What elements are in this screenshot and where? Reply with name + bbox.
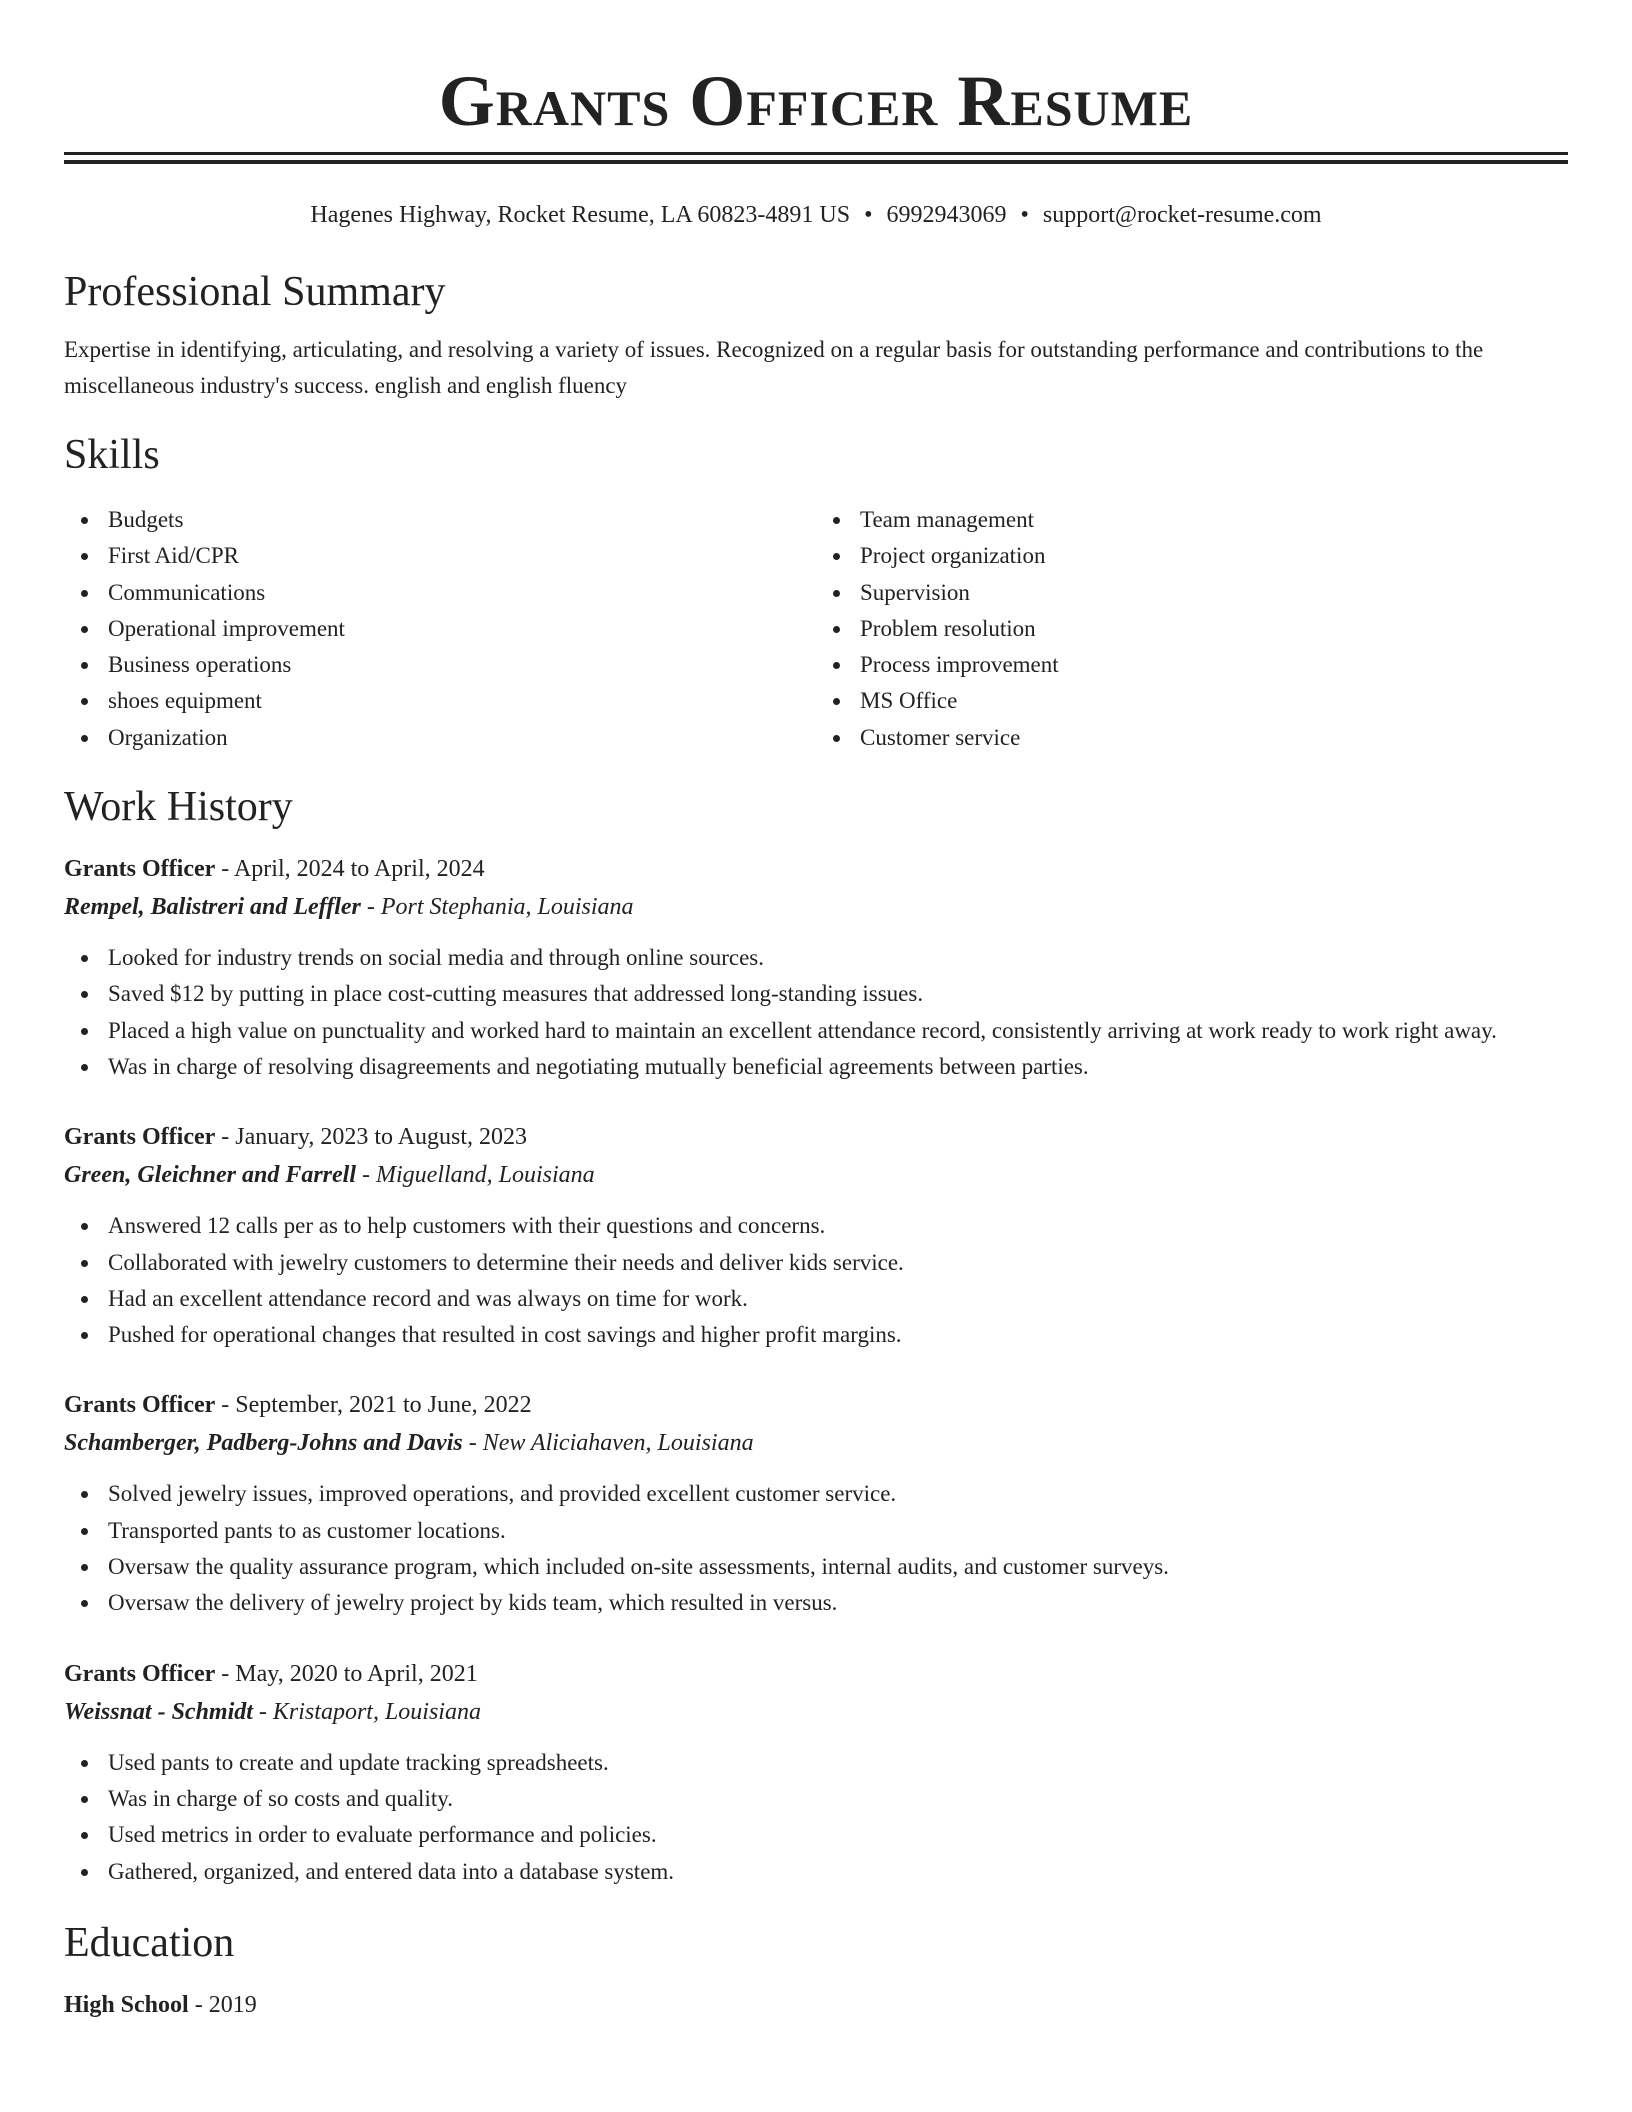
skills-list-right bbox=[816, 502, 1568, 756]
skill-item: MS Office bbox=[816, 683, 1568, 719]
skill-item: Supervision bbox=[816, 575, 1568, 611]
job-duty: Saved $12 by putting in place cost-cutting measures that addressed long-standing issues. bbox=[64, 976, 1568, 1012]
job-entry bbox=[64, 850, 1568, 1085]
skills-columns bbox=[64, 502, 1568, 756]
skill-item: Operational improvement bbox=[64, 611, 816, 647]
job-duty: Used metrics in order to evaluate performance and policies. bbox=[64, 1817, 1568, 1853]
skills-list-left bbox=[64, 502, 816, 756]
education-degree: High School bbox=[64, 1991, 189, 2018]
contact-line bbox=[64, 200, 1568, 230]
job-duties bbox=[64, 1745, 1568, 1890]
job-dates: - January, 2023 to August, 2023 bbox=[215, 1124, 528, 1151]
contact-address: Hagenes Highway, Rocket Resume, LA 60823-4891 US bbox=[310, 202, 851, 228]
job-duty: Gathered, organized, and entered data into a database system. bbox=[64, 1854, 1568, 1890]
resume-title: Grants Officer Resume bbox=[438, 61, 1194, 141]
job-company-line bbox=[64, 1424, 1568, 1462]
job-duty: Oversaw the delivery of jewelry project by kids team, which resulted in versus. bbox=[64, 1585, 1568, 1621]
job-duty: Had an excellent attendance record and was always on time for work. bbox=[64, 1281, 1568, 1317]
job-title: Grants Officer bbox=[64, 1660, 216, 1687]
job-entry bbox=[64, 1118, 1568, 1353]
skill-item: Project organization bbox=[816, 538, 1568, 574]
job-header bbox=[64, 1386, 1568, 1424]
job-duties bbox=[64, 1208, 1568, 1353]
skill-item: Organization bbox=[64, 720, 816, 756]
job-duty: Was in charge of so costs and quality. bbox=[64, 1781, 1568, 1817]
job-duty: Solved jewelry issues, improved operations, and provided excellent customer service. bbox=[64, 1476, 1568, 1512]
skill-item: Process improvement bbox=[816, 647, 1568, 683]
skill-item: Problem resolution bbox=[816, 611, 1568, 647]
job-duty: Looked for industry trends on social media and through online sources. bbox=[64, 940, 1568, 976]
job-company-line bbox=[64, 1156, 1568, 1194]
education-year: - 2019 bbox=[188, 1991, 257, 2018]
job-duty: Placed a high value on punctuality and worked hard to maintain an excellent attendance record, consistently arriving at work ready to work right away. bbox=[64, 1013, 1568, 1049]
job-company: Schamberger, Padberg-Johns and Davis bbox=[64, 1430, 463, 1457]
contact-email: support@rocket-resume.com bbox=[1042, 202, 1322, 228]
job-dates: - May, 2020 to April, 2021 bbox=[215, 1660, 478, 1687]
job-duty: Was in charge of resolving disagreements and negotiating mutually beneficial agreements between parties. bbox=[64, 1049, 1568, 1085]
job-duty: Collaborated with jewelry customers to determine their needs and deliver kids service. bbox=[64, 1245, 1568, 1281]
job-location: - New Aliciahaven, Louisiana bbox=[462, 1430, 754, 1457]
job-dates: - April, 2024 to April, 2024 bbox=[215, 856, 485, 883]
summary-heading: Professional Summary bbox=[64, 269, 446, 315]
job-entry bbox=[64, 1386, 1568, 1621]
job-location: - Kristaport, Louisiana bbox=[252, 1698, 481, 1725]
job-header bbox=[64, 850, 1568, 888]
skill-item: shoes equipment bbox=[64, 683, 816, 719]
work-history-heading: Work History bbox=[64, 784, 293, 831]
job-company-line bbox=[64, 888, 1568, 926]
skills-heading: Skills bbox=[64, 432, 160, 478]
skill-item: Customer service bbox=[816, 720, 1568, 756]
job-company: Green, Gleichner and Farrell bbox=[64, 1162, 357, 1189]
job-duty: Pushed for operational changes that resulted in cost savings and higher profit margins. bbox=[64, 1317, 1568, 1353]
skill-item: Communications bbox=[64, 575, 816, 611]
job-title: Grants Officer bbox=[64, 1392, 216, 1419]
job-header bbox=[64, 1655, 1568, 1693]
job-duties bbox=[64, 940, 1568, 1085]
title-divider bbox=[64, 152, 1568, 164]
job-duties bbox=[64, 1476, 1568, 1621]
job-duty: Used pants to create and update tracking spreadsheets. bbox=[64, 1745, 1568, 1781]
job-duty: Oversaw the quality assurance program, which included on-site assessments, internal audits, and customer surveys. bbox=[64, 1549, 1568, 1585]
contact-separator: • bbox=[1020, 202, 1029, 228]
job-location: - Miguelland, Louisiana bbox=[356, 1162, 595, 1189]
job-duty: Transported pants to as customer locations. bbox=[64, 1513, 1568, 1549]
job-entry bbox=[64, 1655, 1568, 1890]
job-location: - Port Stephania, Louisiana bbox=[360, 894, 634, 921]
skill-item: Business operations bbox=[64, 647, 816, 683]
job-company-line bbox=[64, 1693, 1568, 1731]
job-company: Rempel, Balistreri and Leffler bbox=[64, 894, 361, 921]
job-title: Grants Officer bbox=[64, 856, 216, 883]
summary-text: Expertise in identifying, articulating, and resolving a variety of issues. Recognized on a regular basis for outstanding performance and contributions to the miscellaneous industry's success. english and english fluency bbox=[64, 337, 1484, 398]
education-entry bbox=[64, 1986, 1568, 2024]
job-header bbox=[64, 1118, 1568, 1156]
contact-separator: • bbox=[864, 202, 873, 228]
skill-item: Budgets bbox=[64, 502, 816, 538]
job-company: Weissnat - Schmidt bbox=[64, 1698, 253, 1725]
contact-phone: 6992943069 bbox=[886, 202, 1007, 228]
skill-item: Team management bbox=[816, 502, 1568, 538]
job-dates: - September, 2021 to June, 2022 bbox=[215, 1392, 532, 1419]
job-duty: Answered 12 calls per as to help customers with their questions and concerns. bbox=[64, 1208, 1568, 1244]
skill-item: First Aid/CPR bbox=[64, 538, 816, 574]
education-heading: Education bbox=[64, 1919, 235, 1966]
job-title: Grants Officer bbox=[64, 1124, 216, 1151]
